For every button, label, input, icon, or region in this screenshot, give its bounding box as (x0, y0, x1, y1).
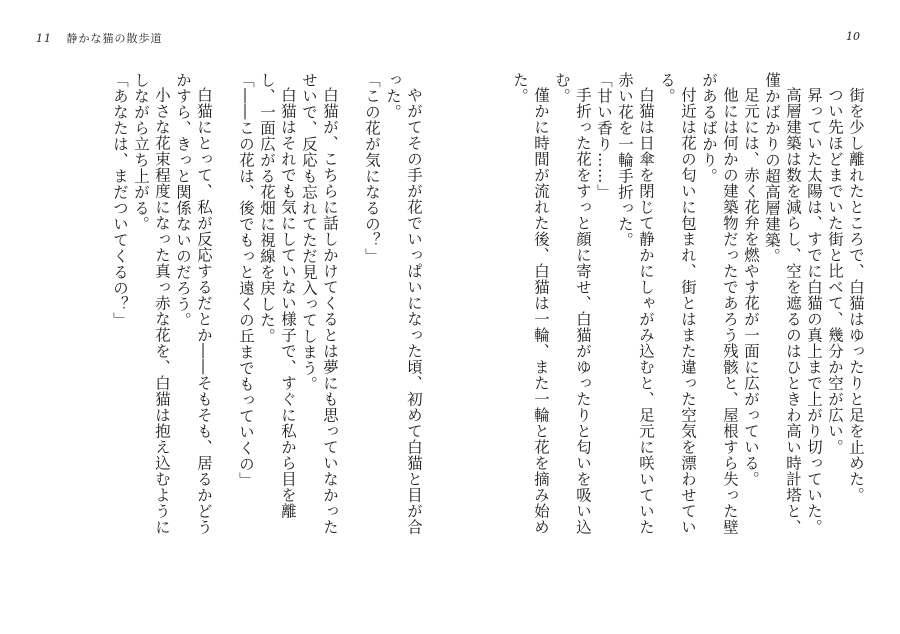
paragraph: 高層建築は数を減らし、空を遮るのはひときわ高い時計塔と、僅かばかりの超高層建築。 (763, 72, 802, 536)
page-number-right: 10 (846, 30, 860, 43)
paragraph: つい先ほどまでいた街と比べて、幾分か空が広い。 (826, 87, 844, 456)
paragraph: やがてその手が花でいっぱいになった頃、初めて白猫と目が合った。 (384, 72, 423, 536)
running-header-left (36, 30, 163, 46)
dialogue-line: 「甘い香り……」 (595, 72, 613, 200)
dialogue-line: 「この花が気になるの？」 (363, 72, 381, 264)
paragraph: 白猫が、こちらに話しかけてくるとは夢にも思っていなかったせいで、反応も忘れてただ見入ってしまう。 (300, 72, 339, 536)
paragraph: 白猫は日傘を閉じて静かにしゃがみ込むと、足元に咲いていた赤い花を一輪手折った。 (616, 72, 655, 536)
page-number-left: 11 (36, 32, 52, 45)
paragraph: 白猫はそれでも気にしていない様子で、すぐに私から目を離し、一面広がる花畑に視線を戻した。 (258, 72, 297, 520)
dialogue-line: 「あなたは、まだついてくるの？」 (111, 72, 129, 328)
paragraph: 小さな花束程度になった真っ赤な花を、白猫は抱え込むようにしながら立ち上がる。 (132, 72, 171, 536)
paragraph: 付近は花の匂いに包まれ、街とはまた違った空気を漂わせている。 (658, 72, 697, 536)
paragraph: 街を少し離れたところで、白猫はゆったりと足を止めた。 (847, 87, 865, 504)
paragraph: 僅かに時間が流れた後、白猫は一輪、また一輪と花を摘み始めた。 (511, 72, 550, 536)
paragraph: 他には何かの建築物だったであろう残骸と、屋根すら失った壁があるばかり。 (700, 72, 739, 536)
book-title: 静かな猫の散歩道 (66, 32, 163, 45)
paragraph: 手折った花をすっと顔に寄せ、白猫がゆったりと匂いを吸い込む。 (553, 72, 592, 536)
paragraph: 白猫にとって、私が反応するだとか――そもそも、居るかどうかすら、きっと関係ないのだろう。 (174, 72, 213, 536)
right-page-text (468, 72, 866, 542)
left-page-text (28, 72, 424, 542)
paragraph: 足元には、赤く花弁を燃やす花が一面に広がっている。 (742, 87, 760, 488)
paragraph: 昇っていた太陽は、すでに白猫の真上まで上がり切っていた。 (805, 87, 823, 536)
dialogue-line: 「――この花は、後でもっと遠くの丘までもっていくの」 (237, 72, 255, 488)
